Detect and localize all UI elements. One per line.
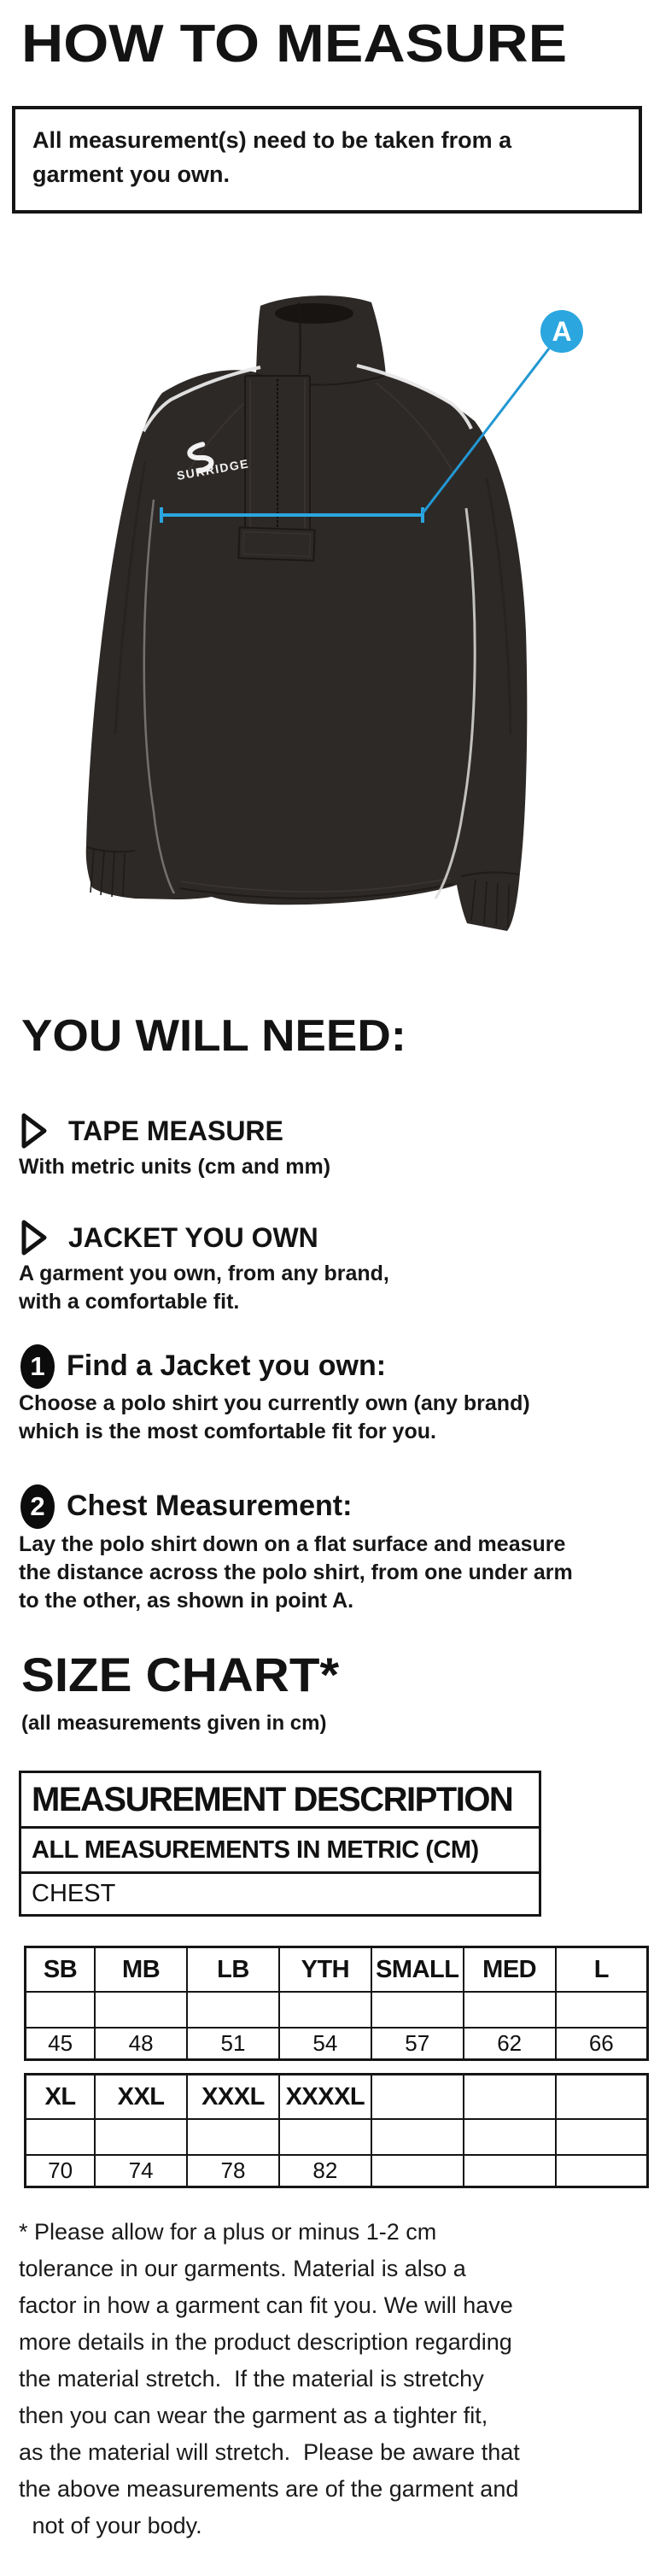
size-header-cell: XXXL: [187, 2075, 279, 2120]
size-spacer-cell: [187, 2119, 279, 2155]
tolerance-footnote: * Please allow for a plus or minus 1-2 cm tolerance in our garments. Material is also a factor in how a garment can fit you. We will have more details in the product description regarding the material stretch. If the material is stretchy then you can wear the garment as a tighter fit, as the material will stretch. Please be aware that the above measurements are of the garment and not of your body.: [19, 2219, 520, 2538]
size-chart-heading: SIZE CHART*: [21, 1648, 340, 1701]
step-2-badge: 2: [20, 1484, 55, 1529]
size-value-cell: 82: [279, 2155, 371, 2187]
size-header-cell: [371, 2075, 464, 2120]
size-value-cell: [556, 2155, 648, 2187]
size-value-cell: 78: [187, 2155, 279, 2187]
size-value-cell: 54: [279, 2028, 371, 2060]
size-value-cell: 62: [464, 2028, 556, 2060]
size-spacer-cell: [279, 1992, 371, 2028]
size-header-row: [26, 2075, 648, 2120]
size-header-cell: [464, 2075, 556, 2120]
size-value-cell: 70: [26, 2155, 96, 2187]
size-value-cell: [371, 2155, 464, 2187]
measurement-table-chest: CHEST: [21, 1871, 539, 1914]
size-header-cell: L: [556, 1947, 648, 1993]
size-chart-subheading: (all measurements given in cm): [21, 1712, 327, 1735]
size-spacer-cell: [26, 2119, 96, 2155]
size-spacer-cell: [464, 1992, 556, 2028]
size-value-cell: 66: [556, 2028, 648, 2060]
need-item-desc-tape-measure: With metric units (cm and mm): [19, 1155, 331, 1179]
size-spacer-cell: [187, 1992, 279, 2028]
size-header-cell: MED: [464, 1947, 556, 1993]
measurement-table-units: ALL MEASUREMENTS IN METRIC (CM): [21, 1826, 539, 1871]
jacket-figure: [85, 290, 589, 940]
placket-flap: [238, 527, 314, 560]
size-table-youth-adult: [24, 1946, 649, 2061]
step-2-description: Lay the polo shirt down on a flat surface and measure the distance across the polo shirt, from one under arm to the other, as shown in point A.: [19, 1532, 573, 1613]
size-header-cell: XXL: [95, 2075, 187, 2120]
size-spacer-row: [26, 1992, 648, 2028]
size-header-cell: SMALL: [371, 1947, 464, 1993]
size-header-cell: XL: [26, 2075, 96, 2120]
size-header-cell: [556, 2075, 648, 2120]
size-spacer-cell: [371, 1992, 464, 2028]
size-value-cell: 45: [26, 2028, 96, 2060]
size-spacer-cell: [556, 1992, 648, 2028]
need-item-title-jacket: JACKET YOU OWN: [68, 1222, 318, 1253]
size-spacer-cell: [26, 1992, 96, 2028]
size-value-cell: 57: [371, 2028, 464, 2060]
notice-text: All measurement(s) need to be taken from a garment you own.: [32, 127, 512, 187]
size-header-cell: MB: [95, 1947, 187, 1993]
size-header-cell: XXXXL: [279, 2075, 371, 2120]
step-1-title: Find a Jacket you own:: [67, 1349, 387, 1382]
need-item-desc-jacket: A garment you own, from any brand, with a comfortable fit.: [19, 1262, 389, 1314]
size-value-cell: 51: [187, 2028, 279, 2060]
size-spacer-cell: [371, 2119, 464, 2155]
size-table-xl: [24, 2073, 649, 2188]
size-spacer-cell: [95, 1992, 187, 2028]
size-spacer-cell: [464, 2119, 556, 2155]
marker-a-label: A: [552, 316, 572, 347]
page-title: HOW TO MEASURE: [21, 15, 568, 73]
size-spacer-cell: [279, 2119, 371, 2155]
jacket-illustration: [85, 290, 589, 940]
triangle-bullet-icon: [19, 1111, 50, 1155]
size-header-cell: YTH: [279, 1947, 371, 1993]
size-spacer-row: [26, 2119, 648, 2155]
size-header-cell: LB: [187, 1947, 279, 1993]
need-item-title-tape-measure: TAPE MEASURE: [68, 1115, 283, 1146]
size-value-cell: 48: [95, 2028, 187, 2060]
step-1-badge: 1: [20, 1344, 55, 1389]
size-value-cell: 74: [95, 2155, 187, 2187]
collar-opening: [275, 303, 353, 324]
size-spacer-cell: [95, 2119, 187, 2155]
size-header-row: [26, 1947, 648, 1993]
measurement-table-title: MEASUREMENT DESCRIPTION: [32, 1781, 513, 1818]
notice-box: [12, 106, 642, 214]
measurement-description-table: [19, 1771, 541, 1917]
size-spacer-cell: [556, 2119, 648, 2155]
you-will-need-heading: YOU WILL NEED:: [21, 1011, 406, 1061]
size-value-row: [26, 2155, 648, 2187]
size-header-cell: SB: [26, 1947, 96, 1993]
size-value-cell: [464, 2155, 556, 2187]
brand-text: SURRIDGE: [175, 456, 251, 483]
triangle-bullet-icon: [19, 1218, 50, 1262]
step-2-title: Chest Measurement:: [67, 1490, 353, 1522]
step-1-description: Choose a polo shirt you currently own (any brand) which is the most comfortable fit for you.: [19, 1391, 530, 1443]
size-value-row: [26, 2028, 648, 2060]
